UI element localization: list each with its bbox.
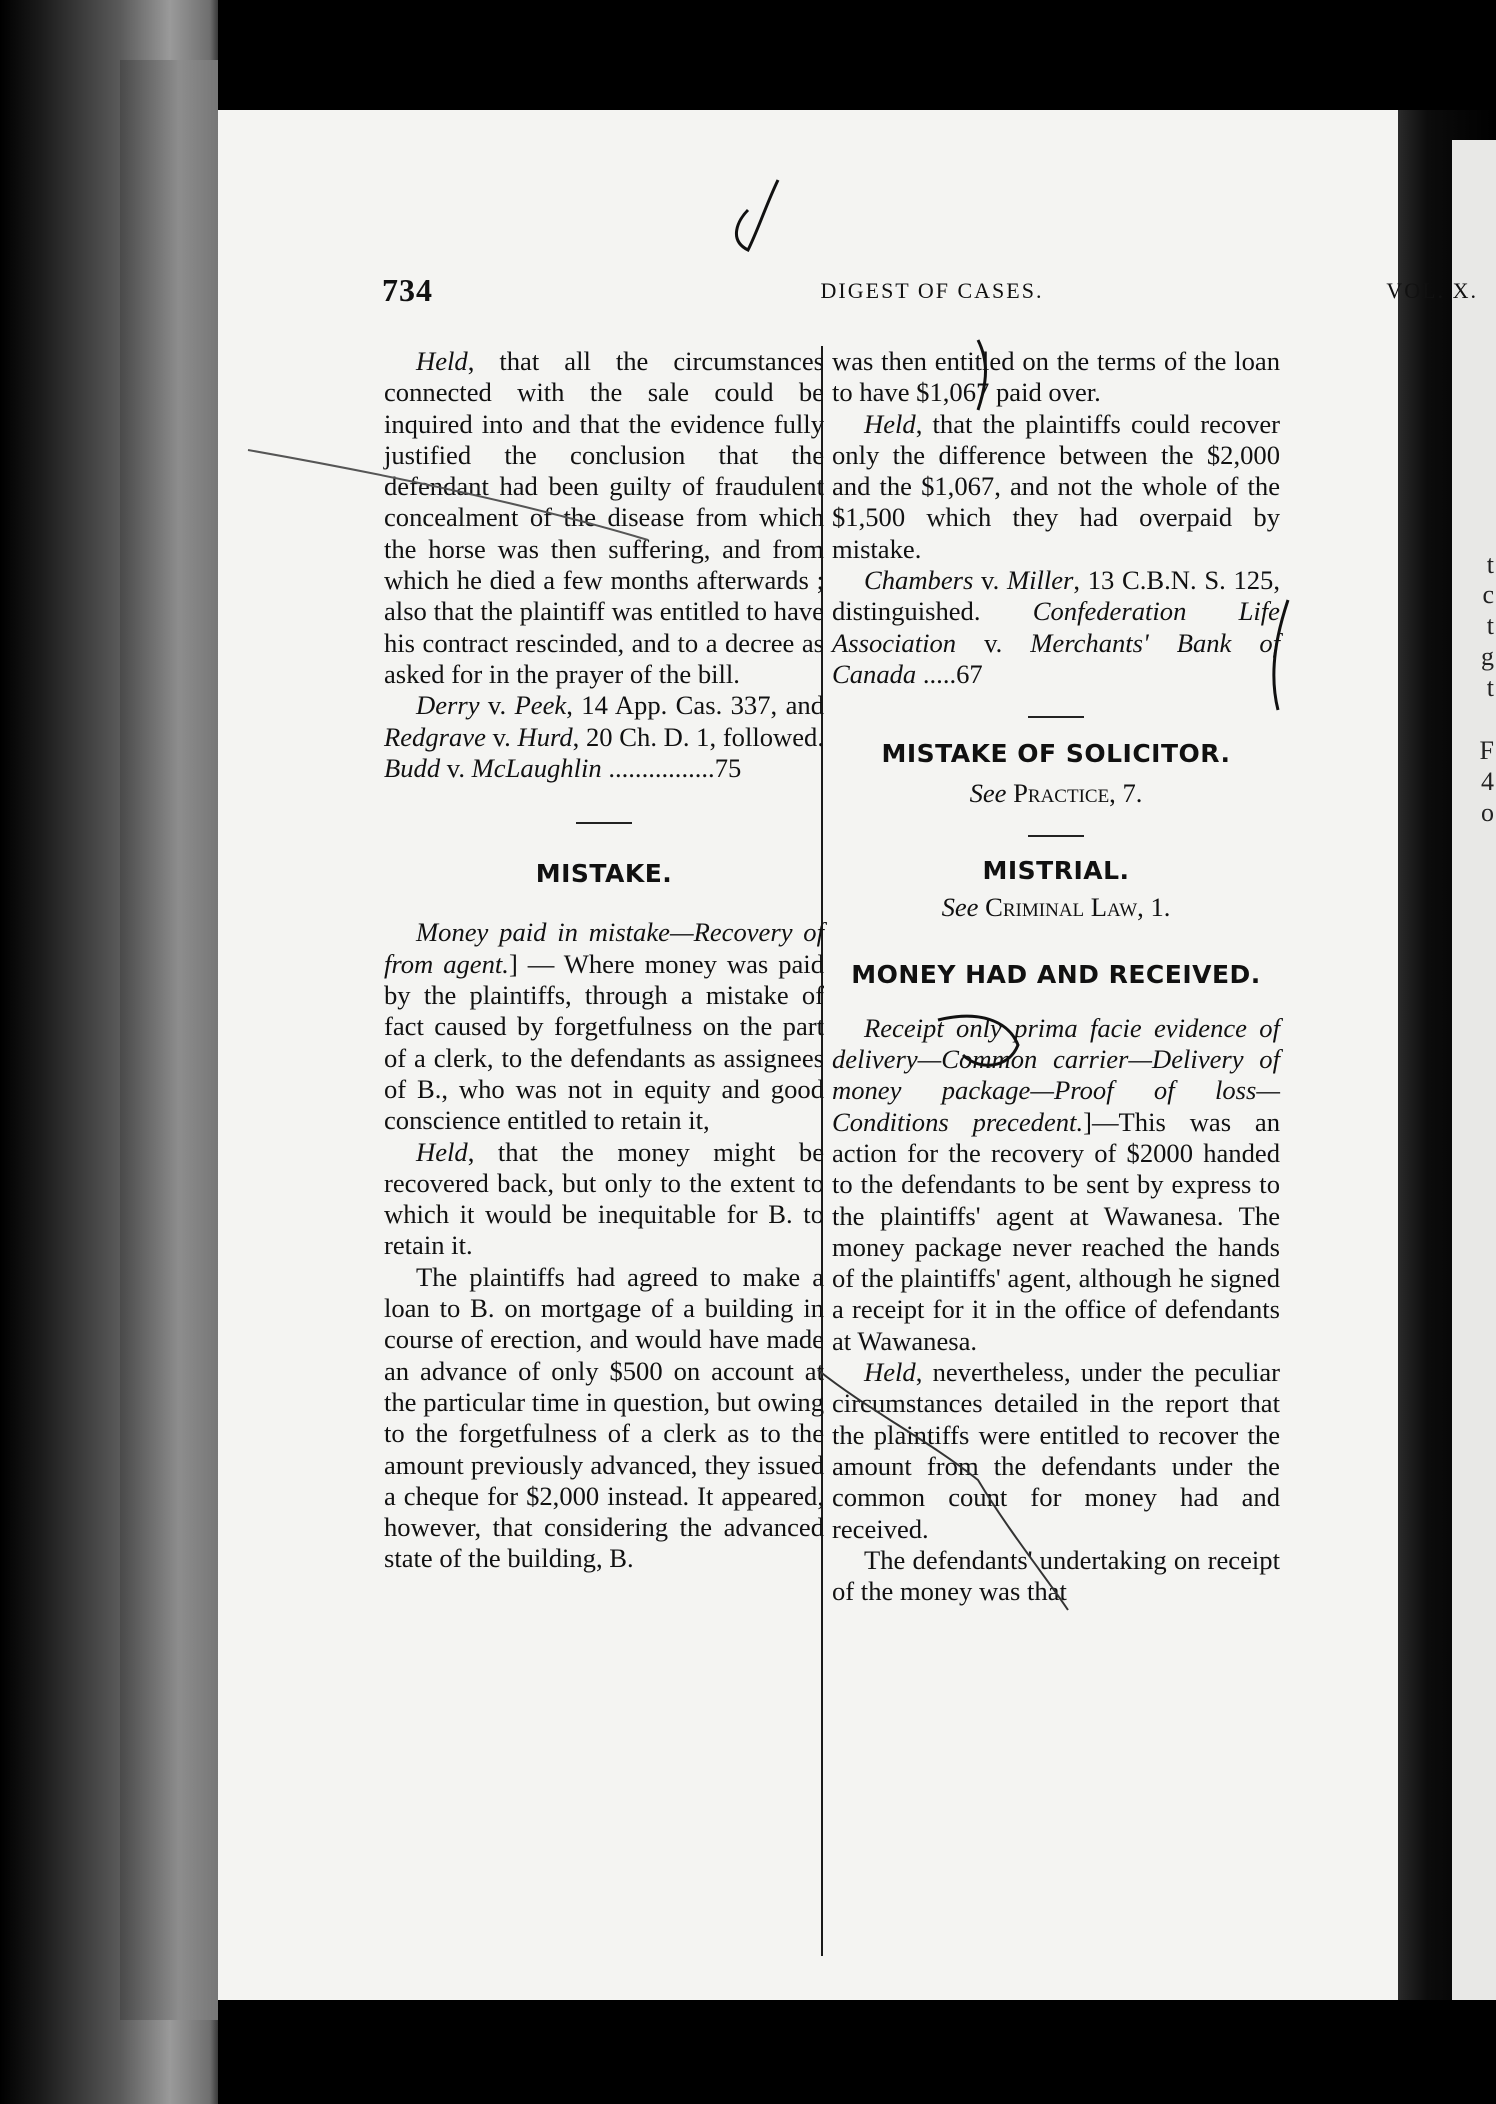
right-column: [832, 346, 1280, 1607]
paragraph: Receipt only prima facie evidence of delivery—Common carrier—Delivery of money package—Proof of loss—Conditions precedent.]—This was an action for the recovery of $2000 handed to the defendants to be sent by express to the plaintiffs' agent at Wawanesa. The money package never reached the hands of the plaintiffs' agent, although he signed a receipt for it in the office of defendants at Wawanesa.: [832, 1012, 1281, 1356]
left-column: [384, 346, 824, 1575]
edge-letter: t: [1486, 611, 1494, 640]
paragraph: was then entitled on the terms of the loan to have $1,067 paid over.: [832, 346, 1280, 408]
page-header: [382, 272, 1478, 318]
edge-letter: t: [1486, 550, 1494, 579]
paragraph: The defendants' undertaking on receipt of the money was that: [832, 1544, 1280, 1607]
book-page: [218, 110, 1478, 2000]
edge-letter: t: [1486, 673, 1494, 702]
paragraph: Held, that the money might be recovered back, but only to the extent to which it would be inequitable for B. to retain it.: [384, 1136, 824, 1261]
running-title: DIGEST OF CASES.: [820, 278, 1044, 303]
heading-mistrial: MISTRIAL.: [982, 855, 1130, 885]
edge-letter: o: [1481, 798, 1494, 827]
edge-letter: F: [1479, 736, 1494, 765]
heading-mistake-of-solicitor: MISTAKE OF SOLICITOR.: [881, 739, 1231, 769]
page-stack-edge: [120, 60, 218, 2020]
cross-reference: See Practice, 7.: [969, 777, 1143, 808]
paragraph: Held, nevertheless, under the peculiar circumstances detailed in the report that the plaintiffs were entitled to recover the amount from the defendants under the common count for money had and received.: [832, 1357, 1280, 1544]
heading-mistake: MISTAKE.: [535, 859, 673, 889]
paragraph: Held, that the plaintiffs could recover only the difference between the $2,000 and the $1,067, and not the whole of the $1,500 which they had overpaid by mistake.: [832, 408, 1280, 564]
edge-letter: 4: [1481, 767, 1494, 796]
paragraph: Money paid in mistake—Recovery of from agent.] — Where money was paid by the plaintiffs, through a mistake of fact caused by forgetfulness on the part of a clerk, to the defendants as assignees of B., who was not in equity and good conscience entitled to retain it,: [384, 917, 824, 1136]
volume-label: VOL. X.: [1386, 278, 1478, 303]
heading-money-had-and-received: MONEY HAD AND RECEIVED.: [851, 960, 1261, 990]
page-number: 734: [382, 272, 433, 308]
citation: Derry v. Peek, 14 App. Cas. 337, and Redgrave v. Hurd, 20 Ch. D. 1, followed. Budd v. McLaughlin ................75: [384, 690, 824, 783]
edge-letter: g: [1481, 642, 1494, 671]
facing-page-edge: [1452, 140, 1496, 2000]
edge-letter: c: [1482, 580, 1494, 609]
pen-squiggle: [736, 180, 778, 250]
paragraph: The plaintiffs had agreed to make a loan to B. on mortgage of a building in course of erection, and would have made an advance of only $500 on account at the particular time in question, but owing to the forgetfulness of a clerk as to the amount previously advanced, they issued a cheque for $2,000 instead. It appeared, however, that considering the advanced state of the building, B.: [384, 1261, 824, 1574]
paragraph: Held, that all the circumstances connected with the sale could be inquired into and that the evidence fully justified the conclusion that the defendant had been guilty of fraudulent concealment of the disease from which the horse was then suffering, and from which he died a few months afterwards ; also that the plaintiff was entitled to have his contract rescinded, and to a decree as asked for in the prayer of the bill.: [384, 346, 824, 689]
cross-reference: See Criminal Law, 1.: [941, 892, 1171, 923]
citation: Chambers v. Miller, 13 C.B.N. S. 125, distinguished. Confederation Life Association v. Merchants' Bank of Canada .....67: [832, 565, 1280, 689]
